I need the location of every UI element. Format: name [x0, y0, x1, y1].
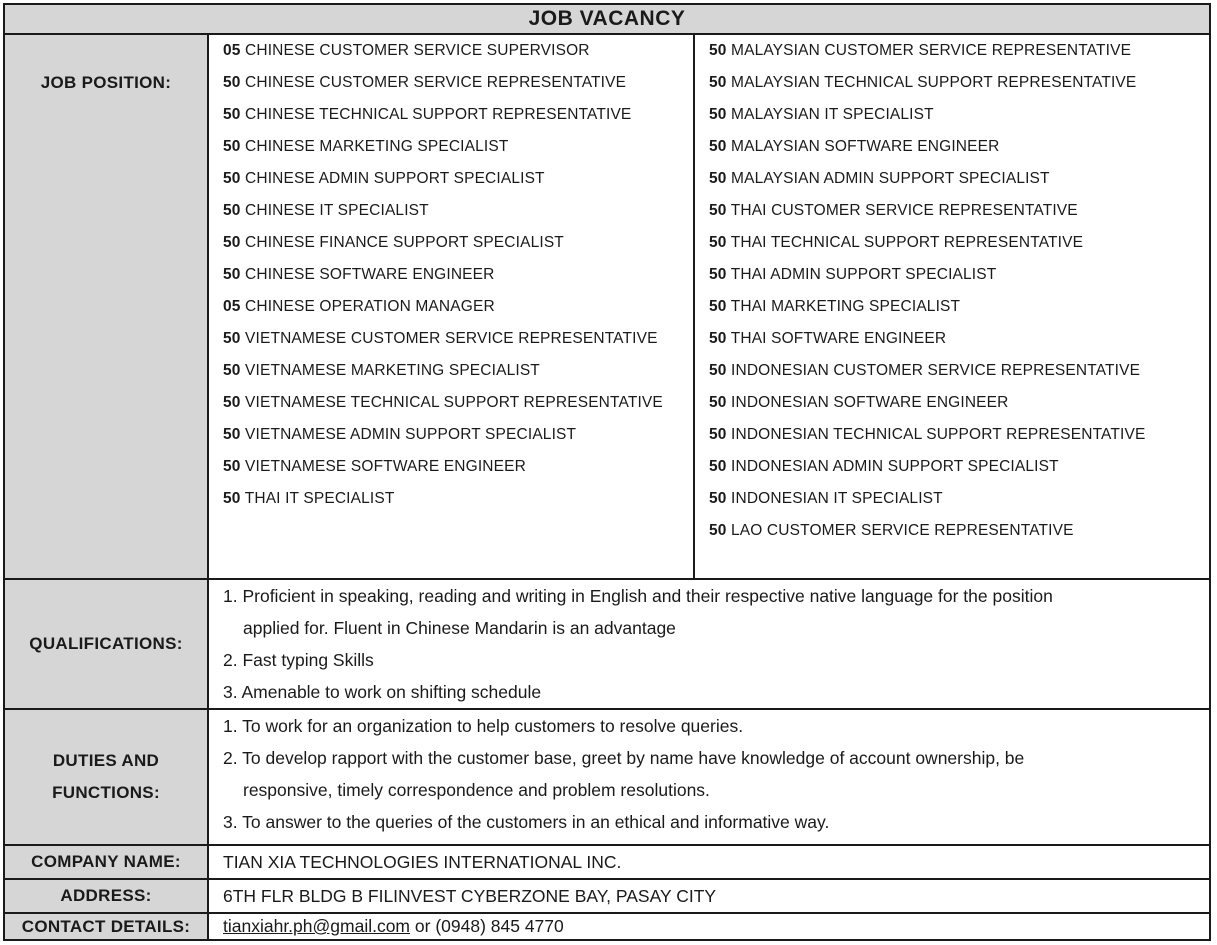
job-item: 50 VIETNAMESE ADMIN SUPPORT SPECIALIST [223, 426, 577, 443]
company-label: COMPANY NAME: [5, 846, 209, 878]
job-item: 50 CHINESE SOFTWARE ENGINEER [223, 266, 495, 283]
job-item: 50 INDONESIAN ADMIN SUPPORT SPECIALIST [709, 458, 1059, 475]
duties-label: DUTIES AND FUNCTIONS: [5, 710, 209, 844]
contact-row [5, 914, 1209, 939]
job-position-row [5, 35, 1209, 580]
job-item: 50 VIETNAMESE CUSTOMER SERVICE REPRESENTATIVE [223, 330, 658, 347]
job-item: 50 MALAYSIAN IT SPECIALIST [709, 106, 934, 123]
qualifications-content [209, 580, 1209, 708]
duties-row [5, 710, 1209, 846]
job-item: 50 VIETNAMESE TECHNICAL SUPPORT REPRESENTATIVE [223, 394, 663, 411]
job-item: 50 THAI MARKETING SPECIALIST [709, 298, 961, 315]
job-list-right [695, 35, 1209, 578]
phone-number: (0948) 845 4770 [435, 916, 564, 936]
job-item: 50 CHINESE ADMIN SUPPORT SPECIALIST [223, 170, 545, 187]
job-item: 50 CHINESE MARKETING SPECIALIST [223, 138, 509, 155]
job-item: 50 INDONESIAN SOFTWARE ENGINEER [709, 394, 1009, 411]
job-vacancy-sheet [3, 3, 1211, 941]
qualification-item: 3. Amenable to work on shifting schedule [223, 682, 542, 702]
job-item: 50 MALAYSIAN CUSTOMER SERVICE REPRESENTATIVE [709, 42, 1132, 59]
company-content [209, 846, 1209, 878]
job-item: 50 CHINESE FINANCE SUPPORT SPECIALIST [223, 234, 564, 251]
contact-label: CONTACT DETAILS: [5, 914, 209, 939]
duty-item: 3. To answer to the queries of the customers in an ethical and informative way. [223, 812, 830, 832]
duties-content [209, 710, 1209, 844]
duty-item: 2. To develop rapport with the customer base, greet by name have knowledge of account ownership, be responsive, timely correspondence and problem resolutions. [223, 748, 1025, 800]
email-link[interactable]: tianxiahr.ph@gmail.com [223, 916, 411, 936]
job-position-content [209, 35, 1209, 578]
job-item: 50 THAI ADMIN SUPPORT SPECIALIST [709, 266, 997, 283]
job-item: 50 CHINESE CUSTOMER SERVICE REPRESENTATIVE [223, 74, 627, 91]
job-item: 50 THAI IT SPECIALIST [223, 490, 395, 507]
job-item: 05 CHINESE CUSTOMER SERVICE SUPERVISOR [223, 42, 590, 59]
duty-item: 1. To work for an organization to help customers to resolve queries. [223, 716, 744, 736]
contact-content [209, 914, 1209, 939]
address-value: 6TH FLR BLDG B FILINVEST CYBERZONE BAY, PASAY CITY [223, 886, 717, 906]
job-item: 50 INDONESIAN IT SPECIALIST [709, 490, 943, 507]
job-item: 50 VIETNAMESE MARKETING SPECIALIST [223, 362, 540, 379]
job-item: 50 MALAYSIAN SOFTWARE ENGINEER [709, 138, 1000, 155]
address-content [209, 880, 1209, 912]
page-title: JOB VACANCY [5, 5, 1209, 35]
job-item: 05 CHINESE OPERATION MANAGER [223, 298, 495, 315]
job-item: 50 MALAYSIAN ADMIN SUPPORT SPECIALIST [709, 170, 1050, 187]
qualification-item: 1. Proficient in speaking, reading and writing in English and their respective native language for the position applied for. Fluent in Chinese Mandarin is an advantage [223, 586, 1053, 638]
qualification-item: 2. Fast typing Skills [223, 650, 374, 670]
job-item: 50 THAI TECHNICAL SUPPORT REPRESENTATIVE [709, 234, 1084, 251]
job-position-label: JOB POSITION: [5, 35, 209, 578]
job-item: 50 INDONESIAN CUSTOMER SERVICE REPRESENTATIVE [709, 362, 1141, 379]
job-item: 50 INDONESIAN TECHNICAL SUPPORT REPRESENTATIVE [709, 426, 1146, 443]
address-label: ADDRESS: [5, 880, 209, 912]
address-row [5, 880, 1209, 914]
job-item: 50 CHINESE IT SPECIALIST [223, 202, 429, 219]
company-name: TIAN XIA TECHNOLOGIES INTERNATIONAL INC. [223, 852, 622, 872]
job-item: 50 VIETNAMESE SOFTWARE ENGINEER [223, 458, 526, 475]
contact-details: tianxiahr.ph@gmail.com or (0948) 845 4770 [223, 916, 564, 936]
job-item: 50 LAO CUSTOMER SERVICE REPRESENTATIVE [709, 522, 1074, 539]
qualifications-row [5, 580, 1209, 710]
job-list-left [209, 35, 695, 578]
job-item: 50 THAI CUSTOMER SERVICE REPRESENTATIVE [709, 202, 1078, 219]
job-item: 50 MALAYSIAN TECHNICAL SUPPORT REPRESENTATIVE [709, 74, 1137, 91]
qualifications-label: QUALIFICATIONS: [5, 580, 209, 708]
job-item: 50 CHINESE TECHNICAL SUPPORT REPRESENTATIVE [223, 106, 632, 123]
company-row [5, 846, 1209, 880]
job-item: 50 THAI SOFTWARE ENGINEER [709, 330, 947, 347]
